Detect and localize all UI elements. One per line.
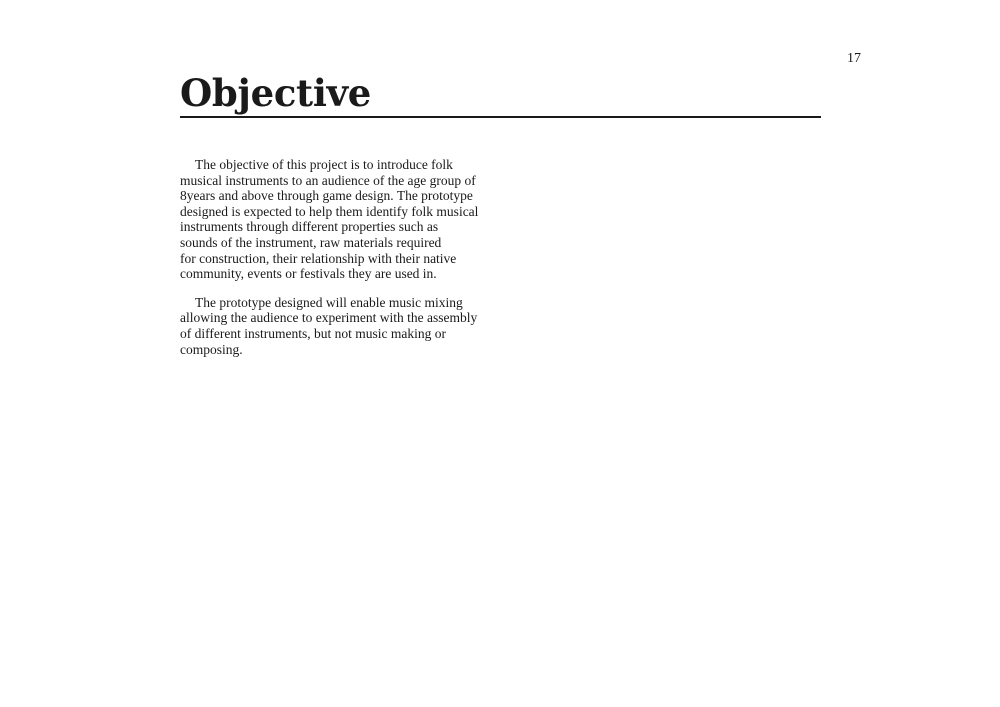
paragraph-2 xyxy=(180,295,482,357)
paragraph-line: 8years and above through game design. The prototype xyxy=(180,188,473,204)
paragraph-line: allowing the audience to experiment with the assembly xyxy=(180,310,478,326)
title-underline xyxy=(180,116,821,118)
body-text xyxy=(180,157,482,370)
paragraph-line: composing. xyxy=(180,341,243,357)
paragraph-line: instruments through different properties such as xyxy=(180,219,439,235)
paragraph-line: for construction, their relationship with their native xyxy=(180,250,457,266)
paragraph-line: The objective of this project is to introduce folk xyxy=(195,157,453,172)
paragraph-line: community, events or festivals they are used in. xyxy=(180,266,437,282)
paragraph-line: of different instruments, but not music making or xyxy=(180,325,446,341)
paragraph-line: designed is expected to help them identify folk musical xyxy=(180,203,479,219)
paragraph-line: sounds of the instrument, raw materials required xyxy=(180,234,442,250)
page-number: 17 xyxy=(847,51,861,66)
paragraph-line: musical instruments to an audience of the age group of xyxy=(180,172,476,188)
paragraph-1 xyxy=(180,157,482,282)
paragraph-line: The prototype designed will enable music mixing xyxy=(195,294,463,310)
page-title: Objective xyxy=(180,71,372,115)
